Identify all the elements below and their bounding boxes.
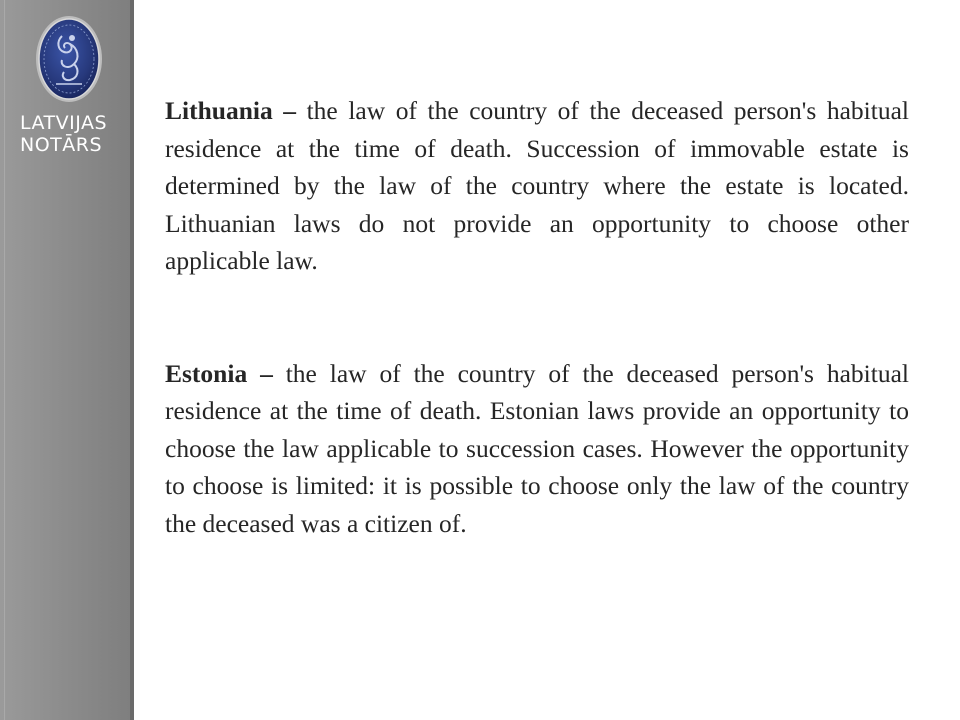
logo-line-2: NOTĀRS (20, 134, 103, 156)
paragraph-text-lithuania: the law of the country of the deceased person's habitual residence at the time of death. Succession of immovable estate is determined by the law of the country where the estate is located. Lithuanian laws do not provide an opportunity to choose other applicable law. (165, 96, 909, 275)
country-heading-estonia: Estonia – (165, 358, 273, 388)
paragraph-lithuania (165, 92, 909, 280)
sidebar (0, 0, 134, 720)
logo-wordmark (20, 112, 120, 156)
notary-emblem-icon (34, 14, 104, 104)
sidebar-edge (4, 0, 5, 720)
content-body (165, 92, 909, 542)
paragraph-estonia (165, 355, 909, 543)
logo-line-1: LATVIJAS (20, 112, 108, 134)
paragraph-text-estonia: the law of the country of the deceased person's habitual residence at the time of death. Estonian laws provide an opportunity to choose the law applicable to succession cases. However the opportunity to choose is limited: it is possible to choose only the law of the country the deceased was a citizen of. (165, 358, 909, 538)
country-heading-lithuania: Lithuania – (165, 96, 297, 125)
